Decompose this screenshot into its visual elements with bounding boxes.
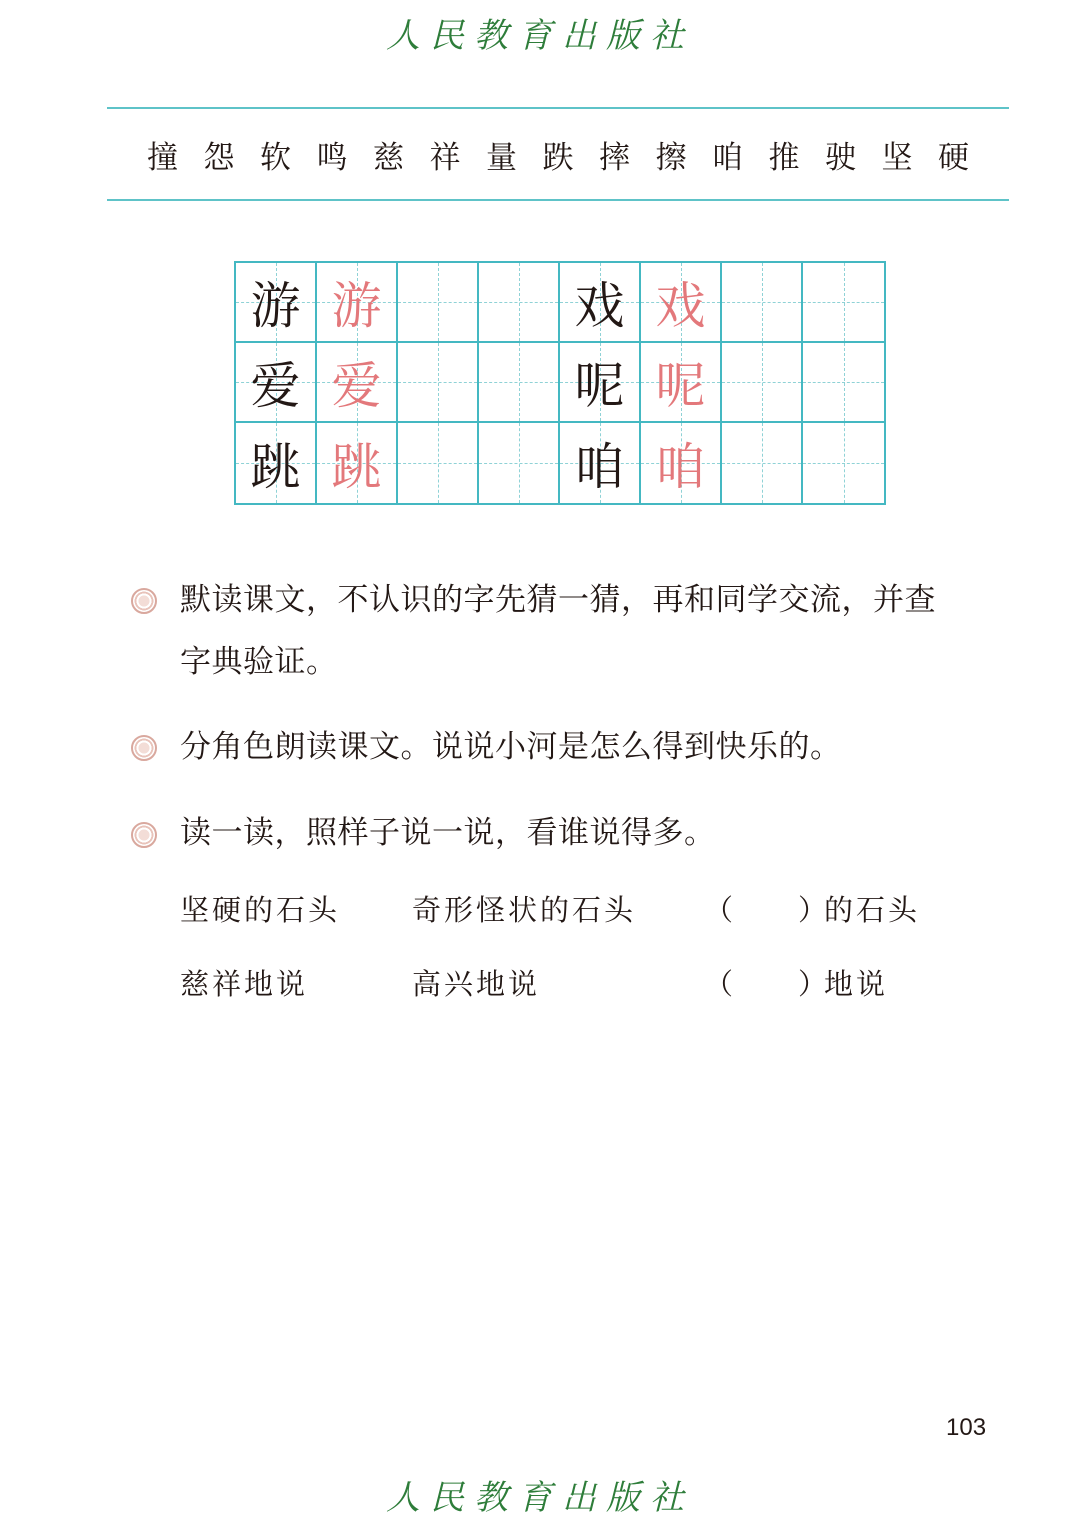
grid-cell-trace bbox=[641, 343, 722, 423]
grid-cell-trace bbox=[317, 423, 398, 503]
grid-cell-empty[interactable] bbox=[479, 423, 560, 503]
recognize-characters-band bbox=[107, 107, 1009, 201]
grid-cell-empty[interactable] bbox=[398, 343, 479, 423]
example-phrase: 高兴地说 bbox=[412, 967, 541, 1001]
grid-cell-model bbox=[236, 263, 317, 343]
recognize-char: 软 bbox=[260, 139, 291, 176]
blank-close-paren: ） bbox=[798, 893, 828, 927]
grid-cell-model bbox=[560, 263, 641, 343]
grid-cell-empty[interactable] bbox=[803, 343, 884, 423]
question-bullet-icon bbox=[131, 822, 157, 848]
recognize-char: 摔 bbox=[599, 139, 630, 176]
grid-cell-trace bbox=[317, 343, 398, 423]
model-char: 爱 bbox=[250, 357, 301, 415]
recognize-char: 怨 bbox=[203, 139, 235, 176]
publisher-logo-bottom: 人民教育出版社 bbox=[386, 1477, 694, 1518]
trace-char: 戏 bbox=[655, 277, 706, 335]
grid-cell-empty[interactable] bbox=[722, 343, 803, 423]
trace-char: 游 bbox=[331, 277, 382, 335]
recognize-char: 鸣 bbox=[316, 139, 348, 176]
model-char: 游 bbox=[250, 277, 301, 335]
grid-cell-empty[interactable] bbox=[479, 263, 560, 343]
grid-cell-trace bbox=[317, 263, 398, 343]
grid-cell-model bbox=[560, 423, 641, 503]
grid-cell-empty[interactable] bbox=[803, 263, 884, 343]
model-char: 戏 bbox=[574, 277, 625, 335]
grid-cell-empty[interactable] bbox=[398, 423, 479, 503]
model-char: 咱 bbox=[574, 438, 625, 496]
model-char: 跳 bbox=[250, 438, 301, 496]
example-phrase: 奇形怪状的石头 bbox=[412, 893, 637, 927]
recognize-char: 坚 bbox=[881, 139, 913, 176]
recognize-char: 量 bbox=[486, 139, 517, 176]
grid-cell-empty[interactable] bbox=[722, 263, 803, 343]
recognize-char: 硬 bbox=[938, 139, 969, 176]
question-3: 读一读，照样子说一说，看谁说得多。 bbox=[180, 815, 716, 851]
blank-open-paren: （ bbox=[704, 967, 734, 1001]
writing-practice-grid bbox=[234, 261, 886, 505]
recognize-char: 慈 bbox=[373, 139, 404, 176]
grid-cell-model bbox=[560, 343, 641, 423]
blank-phrase-suffix: 的石头 bbox=[824, 893, 921, 927]
question-1-line-1: 默读课文，不认识的字先猜一猜，再和同学交流，并查 bbox=[180, 582, 936, 618]
question-bullet-icon bbox=[131, 735, 157, 761]
grid-cell-trace bbox=[641, 423, 722, 503]
recognize-char: 祥 bbox=[429, 139, 461, 176]
model-char: 呢 bbox=[574, 357, 625, 415]
blank-close-paren: ） bbox=[798, 967, 828, 1001]
grid-cell-model bbox=[236, 343, 317, 423]
page-number: 103 bbox=[946, 1414, 987, 1441]
grid-cell-empty[interactable] bbox=[479, 343, 560, 423]
recognize-char: 撞 bbox=[147, 139, 178, 176]
publisher-logo-top: 人民教育出版社 bbox=[386, 15, 694, 56]
grid-cell-trace bbox=[641, 263, 722, 343]
grid-cell-empty[interactable] bbox=[722, 423, 803, 503]
recognize-char: 咱 bbox=[712, 139, 743, 176]
recognize-char: 驶 bbox=[825, 139, 856, 176]
recognize-char: 跌 bbox=[542, 139, 574, 176]
question-1 bbox=[180, 569, 1010, 693]
grid-cell-empty[interactable] bbox=[803, 423, 884, 503]
trace-char: 呢 bbox=[655, 357, 706, 415]
trace-char: 咱 bbox=[655, 438, 706, 496]
recognize-char: 推 bbox=[768, 139, 800, 176]
trace-char: 爱 bbox=[331, 357, 382, 415]
question-bullet-icon bbox=[131, 588, 157, 614]
question-2: 分角色朗读课文。说说小河是怎么得到快乐的。 bbox=[180, 729, 842, 765]
question-1-line-2: 字典验证。 bbox=[180, 644, 338, 680]
example-phrase: 慈祥地说 bbox=[180, 967, 309, 1001]
example-phrase: 坚硬的石头 bbox=[180, 893, 341, 927]
blank-phrase-suffix: 地说 bbox=[824, 967, 889, 1001]
blank-open-paren: （ bbox=[704, 893, 734, 927]
grid-cell-model bbox=[236, 423, 317, 503]
recognize-char: 擦 bbox=[655, 139, 687, 176]
grid-cell-empty[interactable] bbox=[398, 263, 479, 343]
trace-char: 跳 bbox=[331, 438, 382, 496]
